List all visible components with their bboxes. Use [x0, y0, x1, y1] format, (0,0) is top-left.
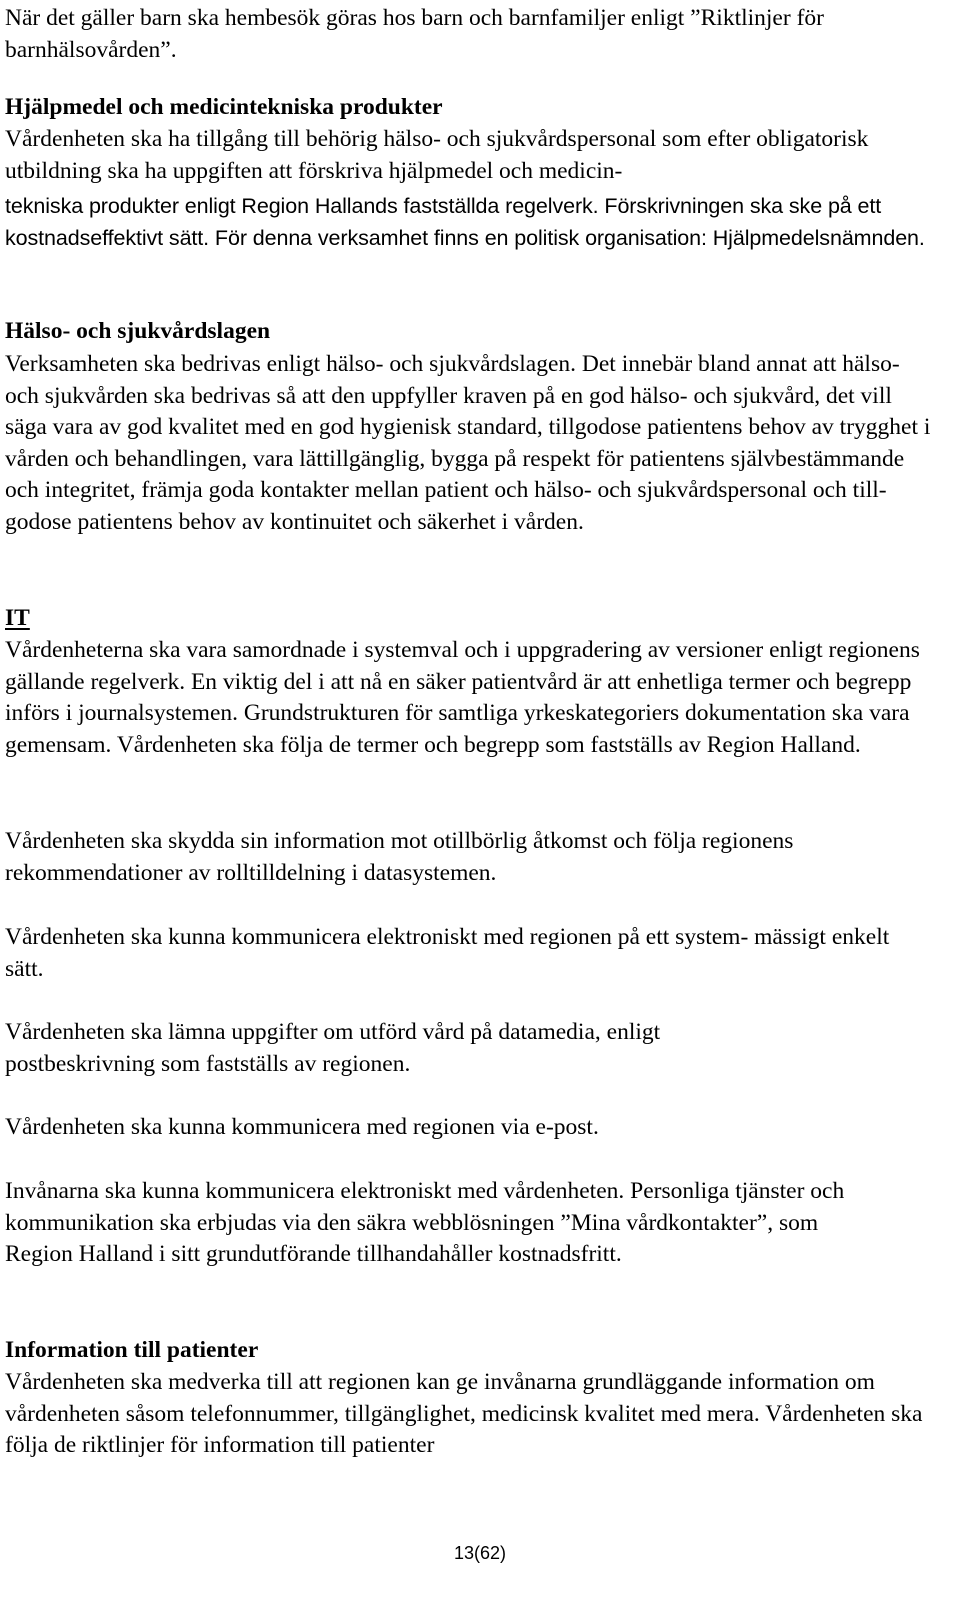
paragraph-it-2: Vårdenheten ska skydda sin information mot otillbörlig åtkomst och följa regionens rekommendationer av rolltilldelning i datasystemen. — [5, 828, 794, 886]
heading-information-till-patienter: Information till patienter — [5, 1337, 259, 1363]
paragraph-hjalpmedel-sans: tekniska produkter enligt Region Hallands fastställda regelverk. Förskrivningen ska ske på ett kostnadseffektivt sätt. För denna verksamhet finns en politisk organisation: Hjälpmedelsnämnden. — [5, 194, 925, 250]
heading-it: IT — [5, 605, 30, 631]
paragraph-it-5: Vårdenheten ska kunna kommunicera med regionen via e-post. — [5, 1114, 599, 1140]
paragraph-halso-och-sjukvardslagen: Verksamheten ska bedrivas enligt hälso- och sjukvårdslagen. Det innebär bland annat att hälso- och sjukvården ska bedrivas så att den uppfyller kraven på en god hälso- och sjukvård, det vill säga vara av god kvalitet med en god hygienisk standard, tillgodose patientens behov av trygghet i vården och behandlingen, vara lättillgänglig, bygga på respekt för patientens självbestämmande och integritet, främja goda kontakter mellan patient och hälso- och sjukvårdspersonal och till- godose patientens behov av kontinuitet och säkerhet i vården. — [5, 351, 931, 535]
heading-halso-och-sjukvardslagen: Hälso- och sjukvårdslagen — [5, 318, 271, 344]
heading-hjalpmedel: Hjälpmedel och medicintekniska produkter — [5, 94, 443, 120]
intro-paragraph: När det gäller barn ska hembesök göras hos barn och barnfamiljer enligt ”Riktlinjer för barnhälsovården”. — [5, 5, 824, 63]
paragraph-it-3: Vårdenheten ska kunna kommunicera elektroniskt med regionen på ett system- mässigt enkelt sätt. — [5, 924, 890, 982]
paragraph-it-4: Vårdenheten ska lämna uppgifter om utförd vård på datamedia, enligt postbeskrivning som fastställs av regionen. — [5, 1019, 661, 1077]
paragraph-it-1: Vårdenheterna ska vara samordnade i systemval och i uppgradering av versioner enligt regionens gällande regelverk. En viktig del i att nå en säker patientvård är att enhetliga termer och begrepp införs i journalsystemen. Grundstrukturen för samtliga yrkeskategoriers dokumentation ska vara gemensam. Vårdenheten ska följa de termer och begrepp som fastställs av Region Halland. — [5, 637, 920, 758]
paragraph-hjalpmedel-serif: Vårdenheten ska ha tillgång till behörig hälso- och sjukvårdspersonal som efter obligatorisk utbildning ska ha uppgiften att förskriva hjälpmedel och medicin- — [5, 126, 869, 184]
paragraph-information-till-patienter: Vårdenheten ska medverka till att regionen kan ge invånarna grundläggande information om vårdenheten såsom telefonnummer, tillgänglighet, medicinsk kvalitet med mera. Vårdenheten ska följa de riktlinjer för information till patienter — [5, 1369, 923, 1459]
paragraph-it-6: Invånarna ska kunna kommunicera elektroniskt med vårdenheten. Personliga tjänster och kommunikation ska erbjudas via den säkra webblösningen ”Mina vårdkontakter”, som Region Halland i sitt grundutförande tillhandahåller kostnadsfritt. — [5, 1178, 845, 1268]
page-number: 13(62) — [453, 1543, 507, 1563]
